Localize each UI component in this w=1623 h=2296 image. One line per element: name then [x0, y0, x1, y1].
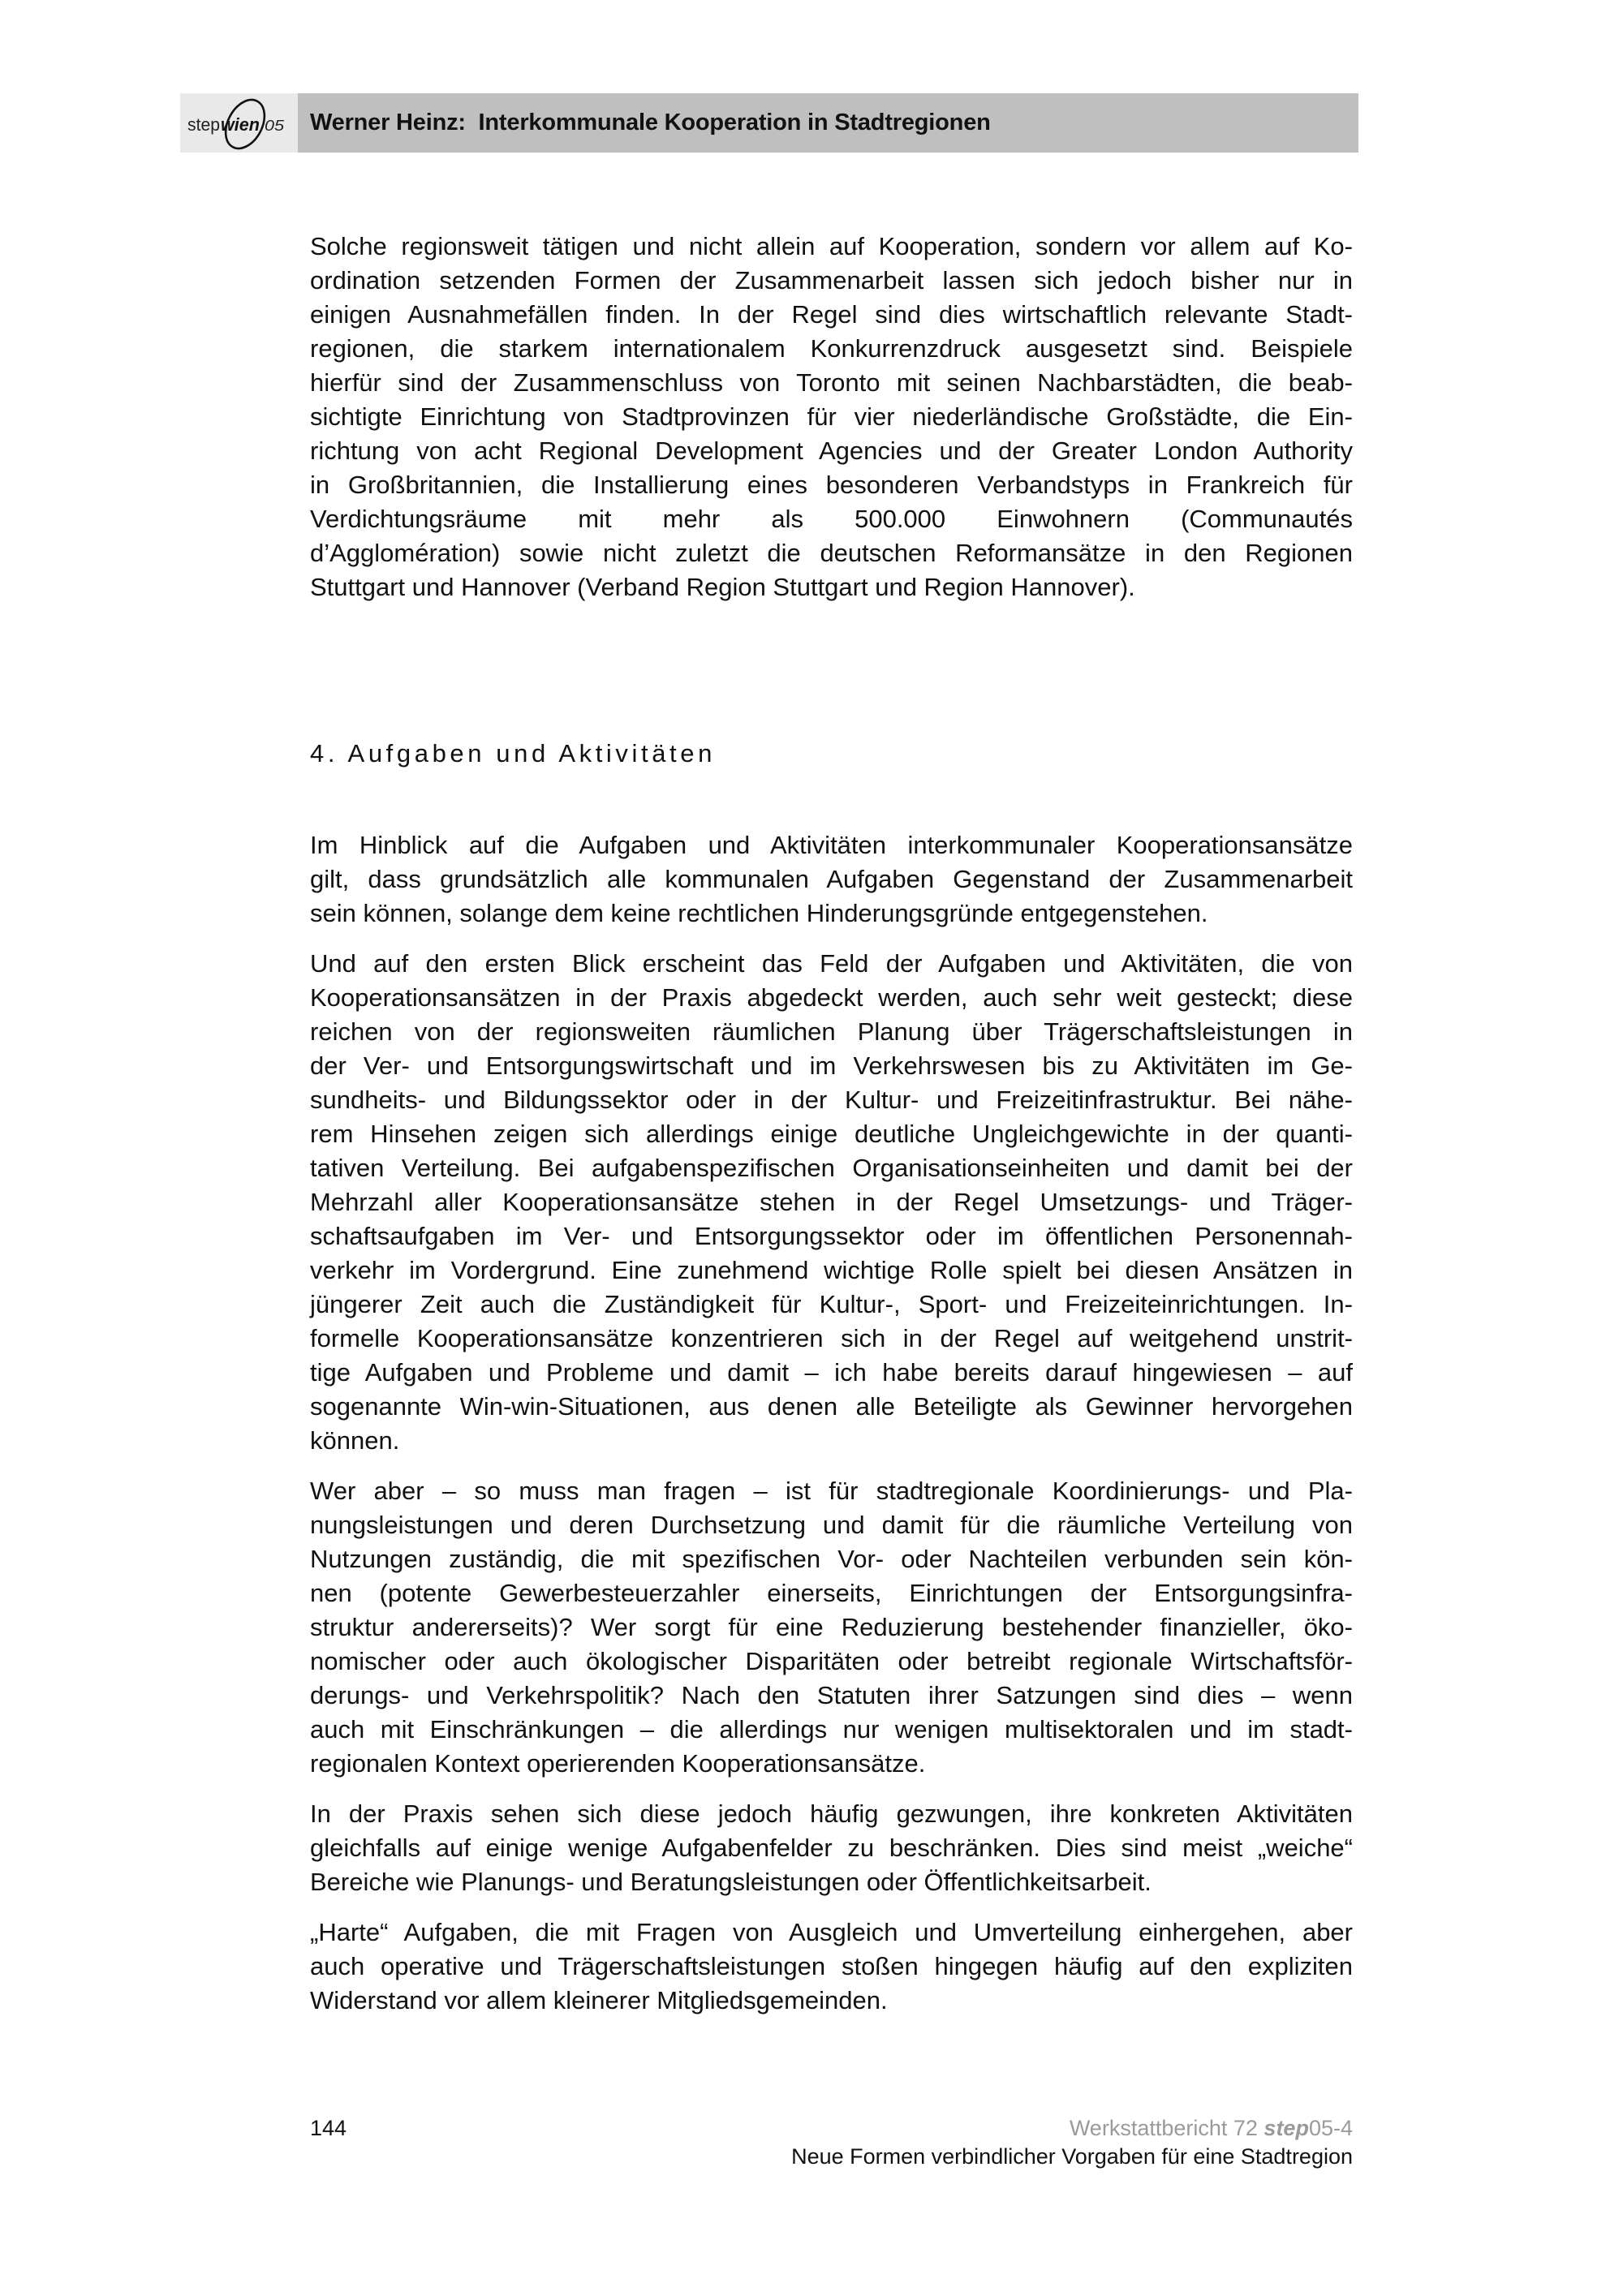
- text-line: jüngerer Zeit auch die Zuständigkeit für Kultur-, Sport- und Freizeiteinrichtungen. In-: [310, 1290, 1353, 1318]
- header-title: Werner Heinz: Interkommunale Kooperation in Stadtregionen: [310, 110, 991, 135]
- text-line: sichtigte Einrichtung von Stadtprovinzen für vier niederländische Großstädte, die Ein-: [310, 402, 1353, 431]
- paragraph-2: [310, 947, 1353, 1458]
- text-line: formelle Kooperationsansätze konzentrieren sich in der Regel auf weitgehend unstrit-: [310, 1324, 1353, 1352]
- footer-series: [1070, 2114, 1353, 2142]
- text-line: In der Praxis sehen sich diese jedoch häufig gezwungen, ihre konkreten Aktivitäten: [310, 1799, 1353, 1828]
- text-line: nungsleistungen und deren Durchsetzung und damit für die räumliche Verteilung von: [310, 1511, 1353, 1539]
- text-line: Im Hinblick auf die Aufgaben und Aktivitäten interkommunaler Kooperationsansätze: [310, 831, 1353, 859]
- text-line: Und auf den ersten Blick erscheint das Feld der Aufgaben und Aktivitäten, die von: [310, 949, 1353, 978]
- section-heading: 4. Aufgaben und Aktivitäten: [310, 739, 716, 767]
- page-number: 144: [310, 2116, 347, 2140]
- paragraph-1: [310, 828, 1353, 931]
- text-line: tige Aufgaben und Probleme und damit – ich habe bereits darauf hingewiesen – auf: [310, 1358, 1353, 1387]
- text-line: Mehrzahl aller Kooperationsansätze stehen in der Regel Umsetzungs- und Träger-: [310, 1188, 1353, 1216]
- running-header: [180, 93, 1358, 153]
- text-line: Kooperationsansätzen in der Praxis abgedeckt werden, auch sehr weit gesteckt; diese: [310, 983, 1353, 1012]
- text-line: sogenannte Win-win-Situationen, aus denen alle Beteiligte als Gewinner hervorgehen: [310, 1392, 1353, 1421]
- intro-paragraph: [310, 230, 1353, 604]
- text-line: richtung von acht Regional Development Agencies und der Greater London Authority: [310, 436, 1353, 465]
- text-line: struktur andererseits)? Wer sorgt für eine Reduzierung bestehender finanzieller, öko-: [310, 1613, 1353, 1641]
- text-line: regionen, die starkem internationalem Konkurrenzdruck ausgesetzt sind. Beispiele: [310, 334, 1353, 363]
- text-line: auch operative und Trägerschaftsleistungen stoßen hingegen häufig auf den expliziten: [310, 1952, 1353, 1980]
- text-line: verkehr im Vordergrund. Eine zunehmend wichtige Rolle spielt bei diesen Ansätzen in: [310, 1256, 1353, 1284]
- text-line: Bereiche wie Planungs- und Beratungsleistungen oder Öffentlichkeitsarbeit.: [310, 1868, 1152, 1896]
- text-line: d’Agglomération) sowie nicht zuletzt die deutschen Reformansätze in den Regionen: [310, 539, 1353, 567]
- paragraph-3: [310, 1474, 1353, 1781]
- footer-series-brand: step: [1264, 2116, 1309, 2140]
- text-line: derungs- und Verkehrspolitik? Nach den Statuten ihrer Satzungen sind dies – wenn: [310, 1681, 1353, 1709]
- text-line: Nutzungen zuständig, die mit spezifischen Vor- oder Nachteilen verbunden sein kön-: [310, 1545, 1353, 1573]
- text-line: Wer aber – so muss man fragen – ist für stadtregionale Koordinierungs- und Pla-: [310, 1477, 1353, 1505]
- text-line: schaftsaufgaben im Ver- und Entsorgungssektor oder im öffentlichen Personennah-: [310, 1222, 1353, 1250]
- logo-step-text: step: [187, 114, 220, 135]
- text-line: rem Hinsehen zeigen sich allerdings einige deutliche Ungleichgewichte in der quanti-: [310, 1120, 1353, 1148]
- logo-swoosh-icon: [180, 93, 298, 153]
- text-line: Widerstand vor allem kleinerer Mitgliedsgemeinden.: [310, 1986, 888, 2014]
- text-line: reichen von der regionsweiten räumlichen Planung über Trägerschaftsleistungen in: [310, 1017, 1353, 1046]
- text-line: tativen Verteilung. Bei aufgabenspezifischen Organisationseinheiten und damit bei der: [310, 1154, 1353, 1182]
- text-line: der Ver- und Entsorgungswirtschaft und im Verkehrswesen bis zu Aktivitäten im Ge-: [310, 1051, 1353, 1080]
- text-line: ordination setzenden Formen der Zusammenarbeit lassen sich jedoch bisher nur in: [310, 266, 1353, 295]
- text-line: Verdichtungsräume mit mehr als 500.000 Einwohnern (Communautés: [310, 505, 1353, 533]
- paragraph-4: [310, 1797, 1353, 1899]
- text-line: gleichfalls auf einige wenige Aufgabenfelder zu beschränken. Dies sind meist „weiche“: [310, 1834, 1353, 1862]
- text-line: gilt, dass grundsätzlich alle kommunalen Aufgaben Gegenstand der Zusammenarbeit: [310, 865, 1353, 893]
- logo-wien-text: wien: [221, 114, 260, 135]
- text-line: Stuttgart und Hannover (Verband Region Stuttgart und Region Hannover).: [310, 573, 1135, 601]
- text-line: nen (potente Gewerbesteuerzahler einerseits, Einrichtungen der Entsorgungsinfra-: [310, 1579, 1353, 1607]
- text-line: können.: [310, 1426, 400, 1455]
- paragraph-5: [310, 1915, 1353, 2018]
- text-line: auch mit Einschränkungen – die allerdings nur wenigen multisektoralen und im stadt-: [310, 1715, 1353, 1743]
- text-line: Solche regionsweit tätigen und nicht allein auf Kooperation, sondern vor allem auf Ko-: [310, 232, 1353, 260]
- text-line: „Harte“ Aufgaben, die mit Fragen von Ausgleich und Umverteilung einhergehen, aber: [310, 1918, 1353, 1946]
- text-line: in Großbritannien, die Installierung eines besonderen Verbandstyps in Frankreich für: [310, 471, 1353, 499]
- footer-series-suffix: 05-4: [1308, 2116, 1353, 2140]
- text-line: sundheits- und Bildungssektor oder in der Kultur- und Freizeitinfrastruktur. Bei nähe-: [310, 1086, 1353, 1114]
- text-line: einigen Ausnahmefällen finden. In der Regel sind dies wirtschaftlich relevante Stadt-: [310, 300, 1353, 329]
- text-line: hierfür sind der Zusammenschluss von Toronto mit seinen Nachbarstädten, die beab-: [310, 368, 1353, 397]
- text-line: regionalen Kontext operierenden Kooperationsansätze.: [310, 1749, 926, 1778]
- logo-suffix-text: .05: [260, 118, 286, 134]
- text-line: nomischer oder auch ökologischer Disparitäten oder betreibt regionale Wirtschaftsför-: [310, 1647, 1353, 1675]
- footer-series-prefix: Werkstattbericht 72: [1069, 2116, 1264, 2140]
- footer-subtitle: Neue Formen verbindlicher Vorgaben für eine Stadtregion: [791, 2144, 1353, 2169]
- stepwien-logo: [180, 93, 298, 153]
- text-line: sein können, solange dem keine rechtlichen Hinderungsgründe entgegenstehen.: [310, 899, 1208, 927]
